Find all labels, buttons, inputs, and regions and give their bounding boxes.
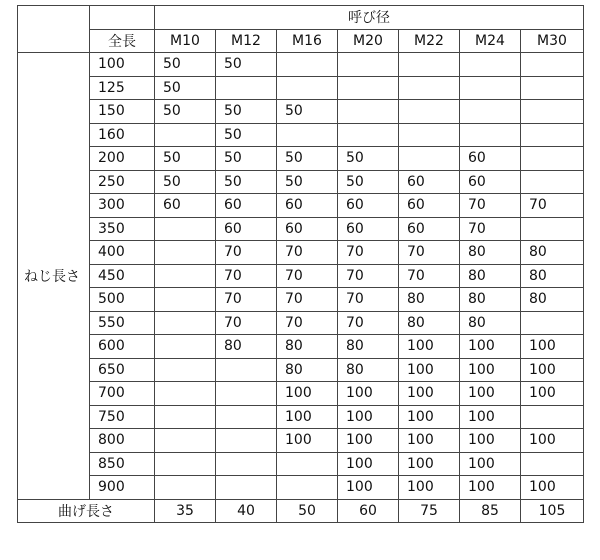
size-header-m24: M24 bbox=[460, 29, 521, 53]
thread-length-value: 60 bbox=[399, 170, 460, 194]
total-length-cell: 500 bbox=[90, 288, 155, 312]
thread-length-value: 70 bbox=[460, 194, 521, 218]
thread-length-value: 100 bbox=[277, 405, 338, 429]
total-length-cell: 400 bbox=[90, 241, 155, 265]
thread-length-value: 70 bbox=[521, 194, 584, 218]
thread-length-value: 50 bbox=[155, 76, 216, 100]
thread-length-value: 80 bbox=[338, 358, 399, 382]
thread-length-value bbox=[399, 76, 460, 100]
total-length-cell: 350 bbox=[90, 217, 155, 241]
table-row bbox=[18, 429, 584, 453]
thread-length-value bbox=[155, 405, 216, 429]
thread-length-value: 50 bbox=[277, 100, 338, 124]
thread-length-value bbox=[399, 123, 460, 147]
thread-length-value bbox=[521, 123, 584, 147]
thread-length-value bbox=[216, 358, 277, 382]
total-length-cell: 850 bbox=[90, 452, 155, 476]
thread-length-value bbox=[399, 147, 460, 171]
total-length-cell: 800 bbox=[90, 429, 155, 453]
thread-length-value: 70 bbox=[338, 311, 399, 335]
thread-length-value: 60 bbox=[277, 194, 338, 218]
thread-length-value: 60 bbox=[460, 170, 521, 194]
table-row bbox=[18, 100, 584, 124]
thread-length-value: 50 bbox=[155, 100, 216, 124]
table-row bbox=[18, 147, 584, 171]
thread-length-value: 100 bbox=[460, 476, 521, 500]
thread-length-value: 100 bbox=[399, 452, 460, 476]
bend-length-value: 105 bbox=[521, 499, 584, 523]
thread-length-value bbox=[155, 264, 216, 288]
thread-length-value: 100 bbox=[460, 382, 521, 406]
thread-length-value: 70 bbox=[399, 241, 460, 265]
table-body bbox=[18, 6, 584, 523]
table-row bbox=[18, 217, 584, 241]
thread-length-value: 80 bbox=[460, 264, 521, 288]
thread-length-value: 70 bbox=[460, 217, 521, 241]
thread-length-value: 70 bbox=[399, 264, 460, 288]
thread-length-value: 50 bbox=[338, 170, 399, 194]
bend-length-value: 85 bbox=[460, 499, 521, 523]
thread-length-value: 100 bbox=[399, 335, 460, 359]
thread-length-value: 60 bbox=[338, 194, 399, 218]
thread-length-value bbox=[155, 217, 216, 241]
thread-length-value: 100 bbox=[338, 382, 399, 406]
size-header-m12: M12 bbox=[216, 29, 277, 53]
total-length-cell: 650 bbox=[90, 358, 155, 382]
thread-length-value: 100 bbox=[277, 429, 338, 453]
total-length-cell: 900 bbox=[90, 476, 155, 500]
thread-length-value: 50 bbox=[338, 147, 399, 171]
thread-length-value bbox=[277, 452, 338, 476]
thread-length-value bbox=[521, 76, 584, 100]
thread-length-value: 80 bbox=[460, 288, 521, 312]
thread-length-value: 100 bbox=[521, 358, 584, 382]
table-row bbox=[18, 123, 584, 147]
thread-length-value bbox=[338, 53, 399, 77]
thread-length-value: 60 bbox=[155, 194, 216, 218]
table-row bbox=[18, 288, 584, 312]
table-row bbox=[18, 476, 584, 500]
thread-length-value: 100 bbox=[521, 335, 584, 359]
total-length-cell: 700 bbox=[90, 382, 155, 406]
thread-length-value: 60 bbox=[338, 217, 399, 241]
thread-length-value: 100 bbox=[460, 429, 521, 453]
table-row bbox=[18, 405, 584, 429]
thread-length-value: 70 bbox=[338, 241, 399, 265]
nominal-diameter-header: 呼び径 bbox=[155, 6, 584, 30]
thread-length-value bbox=[521, 311, 584, 335]
thread-length-value bbox=[399, 100, 460, 124]
total-length-cell: 150 bbox=[90, 100, 155, 124]
thread-length-value bbox=[277, 53, 338, 77]
table-row bbox=[18, 170, 584, 194]
thread-length-value bbox=[521, 405, 584, 429]
size-header-m20: M20 bbox=[338, 29, 399, 53]
total-length-cell: 750 bbox=[90, 405, 155, 429]
thread-length-value bbox=[338, 76, 399, 100]
size-header-m16: M16 bbox=[277, 29, 338, 53]
thread-length-value: 100 bbox=[521, 429, 584, 453]
thread-length-value: 60 bbox=[460, 147, 521, 171]
thread-length-value: 80 bbox=[460, 241, 521, 265]
thread-length-value: 100 bbox=[460, 405, 521, 429]
bend-length-value: 60 bbox=[338, 499, 399, 523]
thread-length-value: 60 bbox=[216, 217, 277, 241]
thread-length-value: 80 bbox=[399, 311, 460, 335]
thread-length-value bbox=[521, 170, 584, 194]
thread-length-value bbox=[155, 335, 216, 359]
thread-length-value: 80 bbox=[521, 288, 584, 312]
thread-length-value bbox=[216, 76, 277, 100]
total-length-cell: 300 bbox=[90, 194, 155, 218]
table-row bbox=[18, 382, 584, 406]
thread-length-value: 70 bbox=[216, 264, 277, 288]
header-blank-cell bbox=[90, 6, 155, 30]
thread-length-value: 60 bbox=[277, 217, 338, 241]
thread-length-value: 70 bbox=[338, 264, 399, 288]
thread-length-value bbox=[460, 100, 521, 124]
thread-length-value bbox=[521, 100, 584, 124]
thread-length-value: 70 bbox=[277, 288, 338, 312]
size-header-m10: M10 bbox=[155, 29, 216, 53]
thread-length-value bbox=[155, 123, 216, 147]
thread-length-value: 100 bbox=[399, 476, 460, 500]
bend-length-value: 75 bbox=[399, 499, 460, 523]
table-row bbox=[18, 76, 584, 100]
thread-length-value: 100 bbox=[460, 358, 521, 382]
thread-length-value: 80 bbox=[460, 311, 521, 335]
thread-length-value: 80 bbox=[277, 335, 338, 359]
thread-length-value bbox=[338, 100, 399, 124]
thread-length-value: 100 bbox=[460, 452, 521, 476]
header-row-sizes bbox=[18, 29, 584, 53]
thread-length-value: 80 bbox=[338, 335, 399, 359]
bend-length-label: 曲げ長さ bbox=[18, 499, 155, 523]
thread-length-value: 80 bbox=[277, 358, 338, 382]
thread-length-value: 70 bbox=[277, 311, 338, 335]
thread-length-value: 60 bbox=[216, 194, 277, 218]
thread-length-value bbox=[399, 53, 460, 77]
thread-length-value: 70 bbox=[277, 241, 338, 265]
thread-length-value bbox=[460, 76, 521, 100]
thread-length-value bbox=[277, 123, 338, 147]
thread-length-value: 50 bbox=[277, 147, 338, 171]
total-length-cell: 200 bbox=[90, 147, 155, 171]
total-length-cell: 160 bbox=[90, 123, 155, 147]
thread-length-value: 100 bbox=[277, 382, 338, 406]
table-row bbox=[18, 452, 584, 476]
total-length-header: 全長 bbox=[90, 29, 155, 53]
total-length-cell: 450 bbox=[90, 264, 155, 288]
thread-length-value bbox=[155, 429, 216, 453]
table-row bbox=[18, 194, 584, 218]
total-length-cell: 125 bbox=[90, 76, 155, 100]
thread-length-value bbox=[155, 382, 216, 406]
thread-length-value: 50 bbox=[216, 53, 277, 77]
thread-length-value bbox=[216, 429, 277, 453]
thread-length-value bbox=[155, 288, 216, 312]
thread-length-value: 100 bbox=[338, 452, 399, 476]
bolt-spec-table bbox=[17, 5, 584, 523]
thread-length-value bbox=[277, 76, 338, 100]
thread-length-value: 100 bbox=[399, 429, 460, 453]
thread-length-value: 50 bbox=[277, 170, 338, 194]
corner-cell bbox=[18, 6, 90, 53]
bend-length-value: 35 bbox=[155, 499, 216, 523]
table-row bbox=[18, 264, 584, 288]
thread-length-value: 100 bbox=[521, 476, 584, 500]
table-row bbox=[18, 358, 584, 382]
total-length-cell: 250 bbox=[90, 170, 155, 194]
thread-length-value: 70 bbox=[216, 288, 277, 312]
thread-length-value: 80 bbox=[521, 241, 584, 265]
thread-length-value: 50 bbox=[155, 53, 216, 77]
thread-length-value bbox=[521, 452, 584, 476]
thread-length-value bbox=[216, 382, 277, 406]
table-row bbox=[18, 241, 584, 265]
thread-length-value: 50 bbox=[216, 147, 277, 171]
thread-length-value: 100 bbox=[399, 382, 460, 406]
thread-length-value: 100 bbox=[399, 358, 460, 382]
bend-length-row bbox=[18, 499, 584, 523]
thread-length-value bbox=[521, 53, 584, 77]
thread-length-value: 70 bbox=[216, 241, 277, 265]
thread-length-value: 50 bbox=[216, 123, 277, 147]
size-header-m30: M30 bbox=[521, 29, 584, 53]
thread-length-value: 60 bbox=[399, 194, 460, 218]
table-row bbox=[18, 53, 584, 77]
thread-length-value: 80 bbox=[521, 264, 584, 288]
thread-length-value bbox=[216, 476, 277, 500]
thread-length-value: 100 bbox=[521, 382, 584, 406]
thread-length-value: 50 bbox=[216, 170, 277, 194]
total-length-cell: 100 bbox=[90, 53, 155, 77]
header-row-group bbox=[18, 6, 584, 30]
table-row bbox=[18, 335, 584, 359]
thread-length-value bbox=[155, 241, 216, 265]
thread-length-value bbox=[277, 476, 338, 500]
bend-length-value: 40 bbox=[216, 499, 277, 523]
size-header-m22: M22 bbox=[399, 29, 460, 53]
thread-length-value bbox=[155, 358, 216, 382]
thread-length-value bbox=[460, 123, 521, 147]
thread-length-value: 100 bbox=[338, 476, 399, 500]
thread-length-value: 70 bbox=[338, 288, 399, 312]
bend-length-value: 50 bbox=[277, 499, 338, 523]
thread-length-value: 100 bbox=[399, 405, 460, 429]
thread-length-value bbox=[216, 405, 277, 429]
thread-length-value bbox=[216, 452, 277, 476]
thread-length-value bbox=[521, 147, 584, 171]
thread-length-value: 70 bbox=[216, 311, 277, 335]
total-length-cell: 550 bbox=[90, 311, 155, 335]
thread-length-value: 50 bbox=[216, 100, 277, 124]
thread-length-value bbox=[155, 476, 216, 500]
thread-length-value bbox=[521, 217, 584, 241]
thread-length-value: 70 bbox=[277, 264, 338, 288]
thread-length-value: 50 bbox=[155, 170, 216, 194]
thread-length-value bbox=[460, 53, 521, 77]
thread-length-value: 50 bbox=[155, 147, 216, 171]
thread-length-value bbox=[155, 311, 216, 335]
thread-length-value: 100 bbox=[460, 335, 521, 359]
total-length-cell: 600 bbox=[90, 335, 155, 359]
table-row bbox=[18, 311, 584, 335]
thread-length-label: ねじ長さ bbox=[18, 53, 90, 500]
thread-length-value: 100 bbox=[338, 405, 399, 429]
thread-length-value: 100 bbox=[338, 429, 399, 453]
thread-length-value bbox=[155, 452, 216, 476]
thread-length-value: 80 bbox=[216, 335, 277, 359]
thread-length-value bbox=[338, 123, 399, 147]
thread-length-value: 60 bbox=[399, 217, 460, 241]
thread-length-value: 80 bbox=[399, 288, 460, 312]
